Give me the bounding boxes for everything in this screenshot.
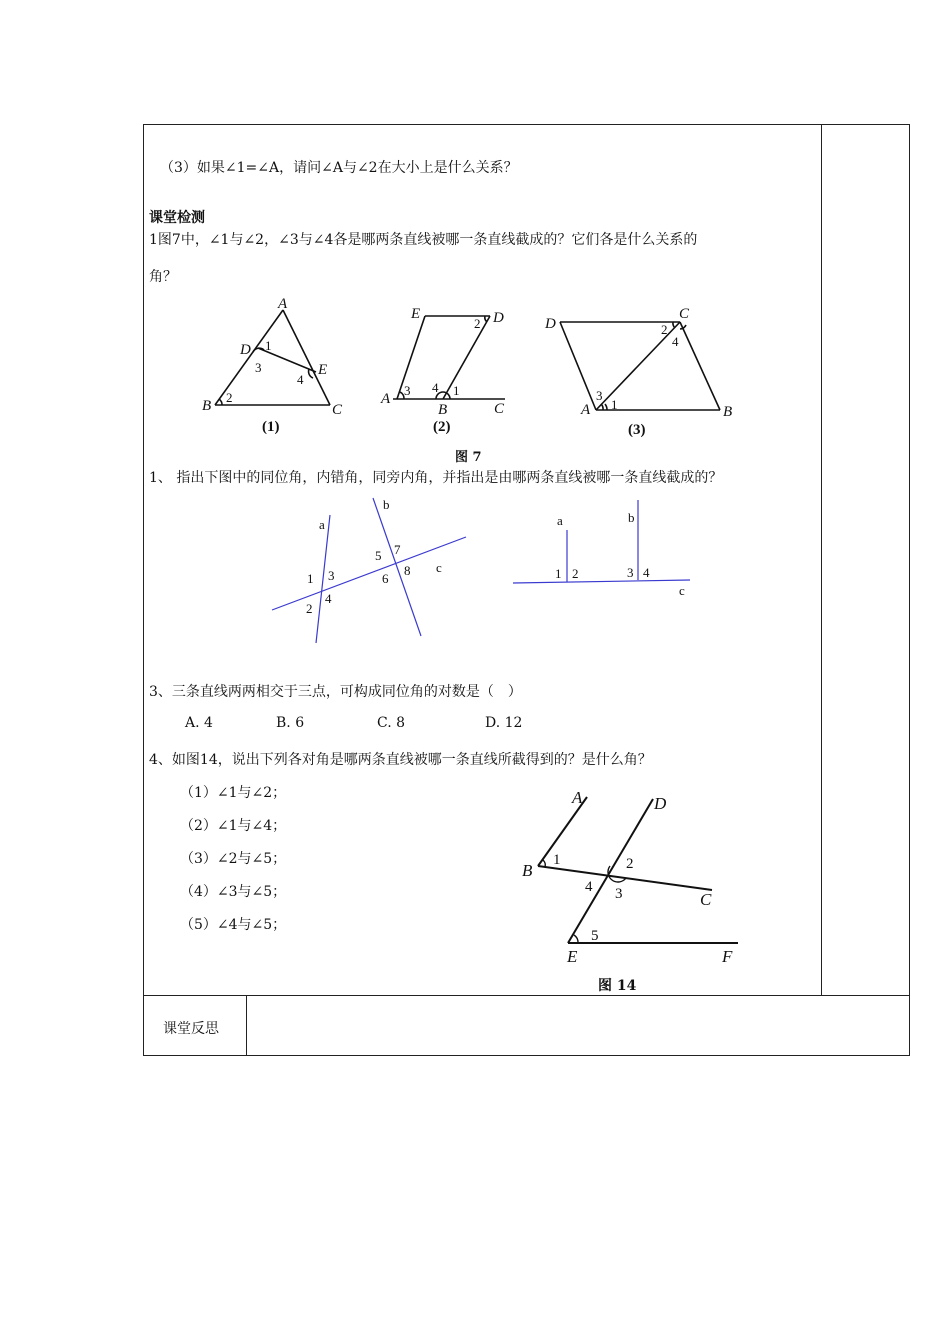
fig14-angle-5: 5 (591, 928, 599, 944)
table-row-divider (143, 995, 910, 996)
fig-right-label-a: a (557, 513, 563, 528)
fig7-2-label-D: D (493, 310, 504, 326)
reflection-column-divider (246, 995, 247, 1056)
table-border-bottom (143, 1055, 910, 1056)
fig7-3-angle-3: 3 (596, 388, 603, 403)
fig14-label-C: C (700, 890, 712, 909)
fig-left-angle-5: 5 (375, 548, 382, 563)
fig7-1-angle-4: 4 (297, 372, 304, 387)
fig7-caption: 图 7 (455, 450, 482, 465)
fig7-1-label-C: C (332, 402, 343, 418)
fig-right-angle-1: 1 (555, 566, 562, 581)
fig-left-label-a: a (319, 517, 325, 532)
fig7-2-label-E: E (411, 306, 421, 322)
fig7-3-label-B: B (723, 404, 733, 420)
question-part-3: （3）如果∠1=∠A，请问∠A与∠2在大小上是什么关系？ (160, 160, 518, 176)
fig-left-label-c: c (436, 560, 442, 575)
fig7-2-label-A: A (381, 391, 391, 407)
fig7-1-angle-1: 1 (265, 338, 272, 353)
fig7-2-angle-4: 4 (432, 380, 439, 395)
item3-question: 3、三条直线两两相交于三点，可构成同位角的对数是（ ） (149, 684, 522, 700)
fig-left-angle-2: 2 (306, 601, 313, 616)
fig14-label-F: F (722, 947, 733, 966)
fig14-angle-2: 2 (626, 856, 634, 872)
fig-right-angle-2: 2 (572, 566, 579, 581)
fig-right-angle-3: 3 (627, 565, 634, 580)
item3-option-c: C. 8 (377, 715, 406, 731)
fig7-sub3-caption: (3) (628, 422, 646, 438)
fig-left-angle-6: 6 (382, 571, 389, 586)
fig7-1-label-A: A (278, 296, 288, 312)
fig7-1-label-B: B (202, 398, 212, 414)
fig-right-label-b: b (628, 510, 635, 525)
fig7-2-angle-3: 3 (404, 383, 411, 398)
item4-part-5: （5）∠4与∠5； (180, 917, 287, 933)
fig7-1-label-D: D (240, 342, 251, 358)
fig7-2-angle-1: 1 (453, 383, 460, 398)
item4-part-2: （2）∠1与∠4； (180, 818, 287, 834)
figure-14 (0, 785, 950, 985)
reflection-input-area[interactable] (248, 997, 908, 1054)
section-title: 课堂检测 (149, 210, 205, 226)
fig-left-angle-8: 8 (404, 563, 411, 578)
fig-left-angle-4: 4 (325, 591, 332, 606)
fig-right-angle-4: 4 (643, 565, 650, 580)
fig7-sub2-caption: (2) (433, 419, 451, 435)
fig14-angle-1: 1 (553, 852, 561, 868)
fig14-label-D: D (654, 794, 667, 813)
item1-line2: 角？ (149, 269, 177, 285)
fig7-3-label-C: C (679, 306, 690, 322)
reflection-label: 课堂反思 (163, 1021, 219, 1037)
fig-left-label-b: b (383, 497, 390, 512)
fig7-3-angle-1: 1 (611, 397, 618, 412)
fig-right-label-c: c (679, 583, 685, 598)
item2-question: 1、 指出下图中的同位角，内错角，同旁内角，并指出是由哪两条直线被哪一条直线截成的？ (149, 470, 723, 486)
figure-lines (0, 490, 950, 650)
fig7-1-angle-2: 2 (226, 390, 233, 405)
fig7-3-label-A: A (581, 402, 591, 418)
fig14-label-B: B (522, 861, 533, 880)
fig-left-angle-1: 1 (307, 571, 314, 586)
fig7-2-label-C: C (494, 401, 505, 417)
fig14-label-A: A (572, 788, 583, 807)
fig7-1-label-E: E (318, 362, 328, 378)
fig14-caption: 图 14 (598, 978, 637, 994)
fig-left-angle-7: 7 (394, 542, 401, 557)
fig7-2-angle-2: 2 (474, 316, 481, 331)
fig7-3-label-D: D (545, 316, 556, 332)
fig14-label-E: E (567, 947, 578, 966)
item1-line1: 1图7中，∠1与∠2，∠3与∠4各是哪两条直线被哪一条直线截成的？它们各是什么关系的 (149, 232, 698, 248)
item3-option-a: A. 4 (185, 715, 213, 731)
item4-part-1: （1）∠1与∠2； (180, 785, 287, 801)
item4-part-4: （4）∠3与∠5； (180, 884, 287, 900)
item3-option-b: B. 6 (276, 715, 305, 731)
fig7-3-angle-2: 2 (661, 322, 668, 337)
fig7-3-angle-4: 4 (672, 334, 679, 349)
table-border-top (143, 124, 910, 125)
fig14-angle-4: 4 (585, 879, 593, 895)
item4-question: 4、如图14，说出下列各对角是哪两条直线被哪一条直线所截得到的？是什么角？ (149, 752, 652, 768)
item3-option-d: D. 12 (485, 715, 523, 731)
fig-left-angle-3: 3 (328, 568, 335, 583)
fig7-2-label-B: B (438, 402, 448, 418)
item4-part-3: （3）∠2与∠5； (180, 851, 287, 867)
fig7-1-angle-3: 3 (255, 360, 262, 375)
fig14-angle-3: 3 (615, 886, 623, 902)
fig7-sub1-caption: (1) (262, 419, 280, 435)
